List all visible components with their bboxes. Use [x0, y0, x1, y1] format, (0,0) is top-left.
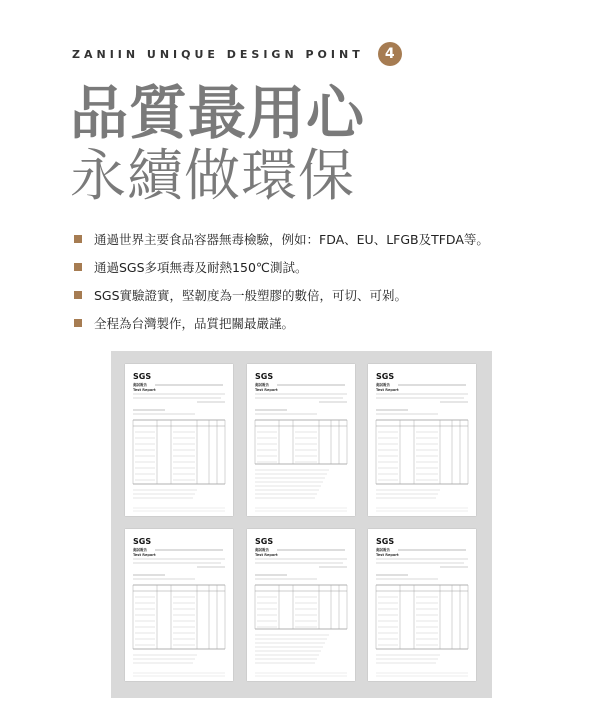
square-bullet-icon	[74, 235, 82, 243]
report-subtitle: 測試報告	[133, 383, 147, 387]
kicker-text: ZANIIN UNIQUE DESIGN POINT	[72, 47, 364, 61]
step-number-badge: 4	[378, 42, 402, 66]
report-title: Test Report	[376, 553, 399, 557]
sgs-logo: SGS	[255, 372, 274, 381]
sgs-logo: SGS	[133, 372, 152, 381]
feature-item	[74, 253, 489, 281]
certificate-gallery	[111, 351, 492, 698]
report-subtitle: 測試報告	[376, 548, 390, 552]
feature-text: SGS實驗證實，堅韌度為一般塑膠的數倍，可切、可剁。	[94, 288, 408, 303]
sgs-report-page	[368, 529, 476, 681]
feature-item	[74, 281, 489, 309]
report-subtitle: 測試報告	[133, 548, 147, 552]
feature-text: 全程為台灣製作，品質把關最嚴謹。	[94, 316, 295, 331]
sgs-report-page	[368, 364, 476, 516]
square-bullet-icon	[74, 291, 82, 299]
report-subtitle: 測試報告	[255, 383, 269, 387]
sgs-report-page	[125, 529, 233, 681]
square-bullet-icon	[74, 263, 82, 271]
report-title: Test Report	[376, 388, 399, 392]
sgs-logo: SGS	[376, 372, 395, 381]
sgs-logo: SGS	[133, 537, 152, 546]
sgs-logo: SGS	[376, 537, 395, 546]
report-title: Test Report	[133, 553, 156, 557]
feature-item	[74, 309, 489, 337]
report-subtitle: 測試報告	[255, 548, 269, 552]
report-title: Test Report	[255, 388, 278, 392]
report-title: Test Report	[133, 388, 156, 392]
feature-text: 通過世界主要食品容器無毒檢驗，例如：FDA、EU、LFGB及TFDA等。	[94, 232, 489, 247]
headline-line-1: 品質最用心	[70, 79, 366, 147]
sgs-logo: SGS	[255, 537, 274, 546]
feature-item	[74, 225, 489, 253]
sgs-report-page	[247, 529, 355, 681]
headline-line-2: 永續做環保	[70, 144, 355, 209]
feature-list	[74, 225, 489, 337]
report-title: Test Report	[255, 553, 278, 557]
square-bullet-icon	[74, 319, 82, 327]
section-kicker	[72, 42, 402, 66]
feature-text: 通過SGS多項無毒及耐熱150℃測試。	[94, 260, 308, 275]
sgs-report-page	[125, 364, 233, 516]
report-subtitle: 測試報告	[376, 383, 390, 387]
sgs-report-page	[247, 364, 355, 516]
